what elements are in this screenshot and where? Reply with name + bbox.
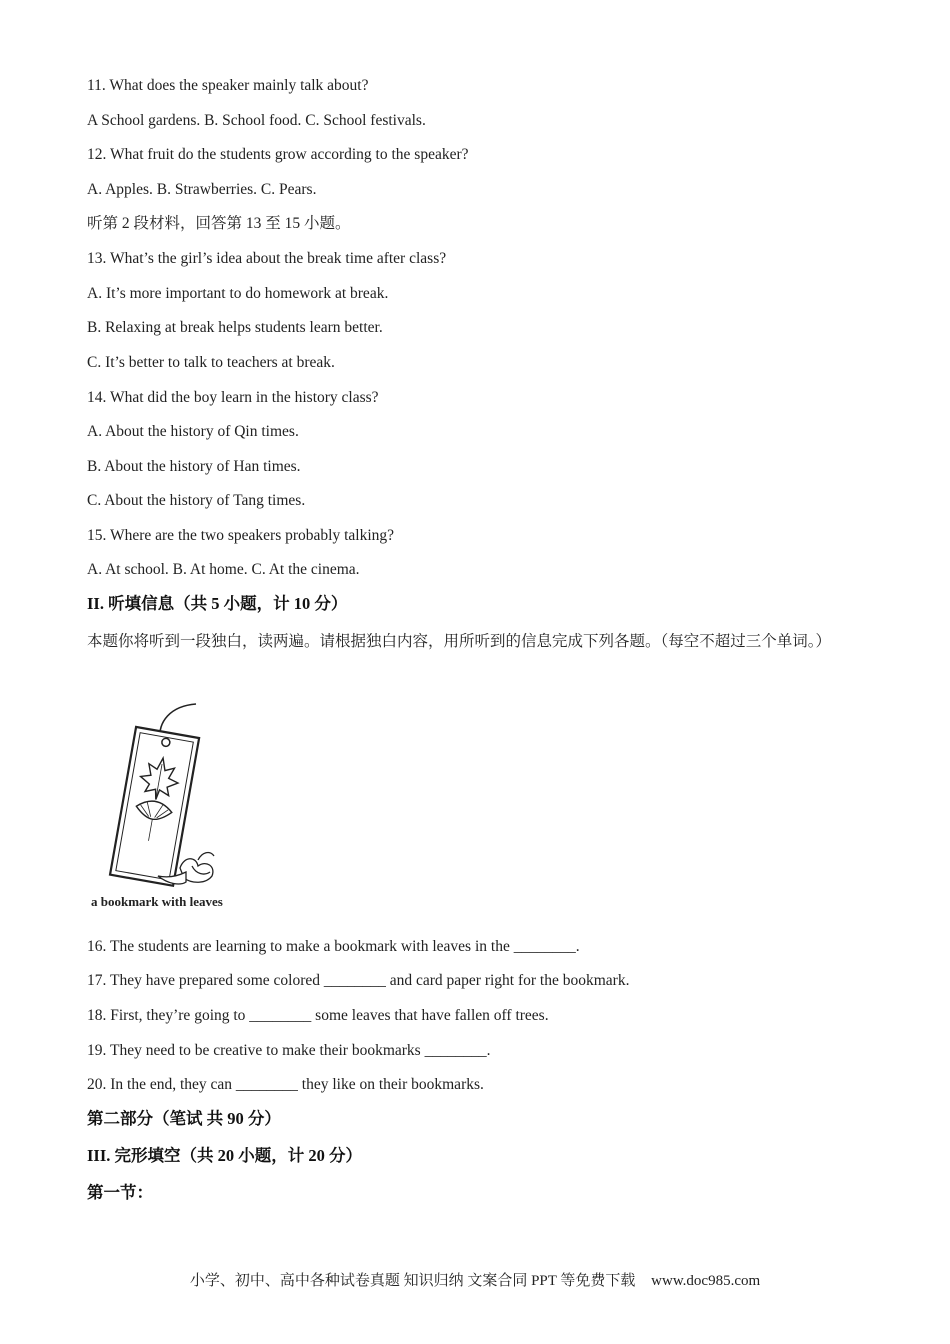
page-footer [0, 1269, 950, 1290]
question-13-option-a: A. It’s more important to do homework at break. [87, 285, 389, 302]
question-14: 14. What did the boy learn in the history class? [87, 389, 379, 406]
question-18: 18. First, they’re going to ________ some leaves that have fallen off trees. [87, 1007, 549, 1024]
section-3-heading: III. 完形填空（共 20 小题，计 20 分） [87, 1146, 363, 1165]
bookmark-illustration [88, 700, 238, 915]
question-14-option-c: C. About the history of Tang times. [87, 492, 306, 509]
bookmark-icon [88, 700, 238, 900]
passage-2-instruction: 听第 2 段材料，回答第 13 至 15 小题。 [87, 215, 351, 232]
question-14-option-b: B. About the history of Han times. [87, 458, 301, 475]
part-2-heading: 第二部分（笔试 共 90 分） [87, 1109, 281, 1128]
question-12-options: A. Apples. B. Strawberries. C. Pears. [87, 181, 317, 198]
question-13-option-c: C. It’s better to talk to teachers at break. [87, 354, 335, 371]
question-19: 19. They need to be creative to make their bookmarks ________. [87, 1042, 491, 1059]
question-20: 20. In the end, they can ________ they like on their bookmarks. [87, 1076, 484, 1093]
section-2-heading: II. 听填信息（共 5 小题，计 10 分） [87, 594, 348, 613]
question-15-options: A. At school. B. At home. C. At the cinema. [87, 561, 360, 578]
section-2-instructions: 本题你将听到一段独白，读两遍。请根据独白内容，用所听到的信息完成下列各题。（每空不超过三个单词。） [87, 633, 832, 650]
footer-url[interactable]: www.doc985.com [651, 1273, 761, 1289]
footer-text: 小学、初中、高中各种试卷真题 知识归纳 文案合同 PPT 等免费下载 [189, 1273, 636, 1289]
subsection-heading: 第一节： [87, 1183, 153, 1202]
question-11-options: A School gardens. B. School food. C. School festivals. [87, 112, 426, 129]
question-14-option-a: A. About the history of Qin times. [87, 423, 299, 440]
figure-caption: a bookmark with leaves [91, 894, 223, 909]
question-13: 13. What’s the girl’s idea about the break time after class? [87, 250, 447, 267]
question-11: 11. What does the speaker mainly talk about? [87, 77, 369, 94]
question-16: 16. The students are learning to make a bookmark with leaves in the ________. [87, 938, 580, 955]
question-15: 15. Where are the two speakers probably talking? [87, 527, 395, 544]
question-12: 12. What fruit do the students grow according to the speaker? [87, 146, 469, 163]
question-17: 17. They have prepared some colored ________ and card paper right for the bookmark. [87, 972, 630, 989]
question-13-option-b: B. Relaxing at break helps students learn better. [87, 319, 383, 336]
